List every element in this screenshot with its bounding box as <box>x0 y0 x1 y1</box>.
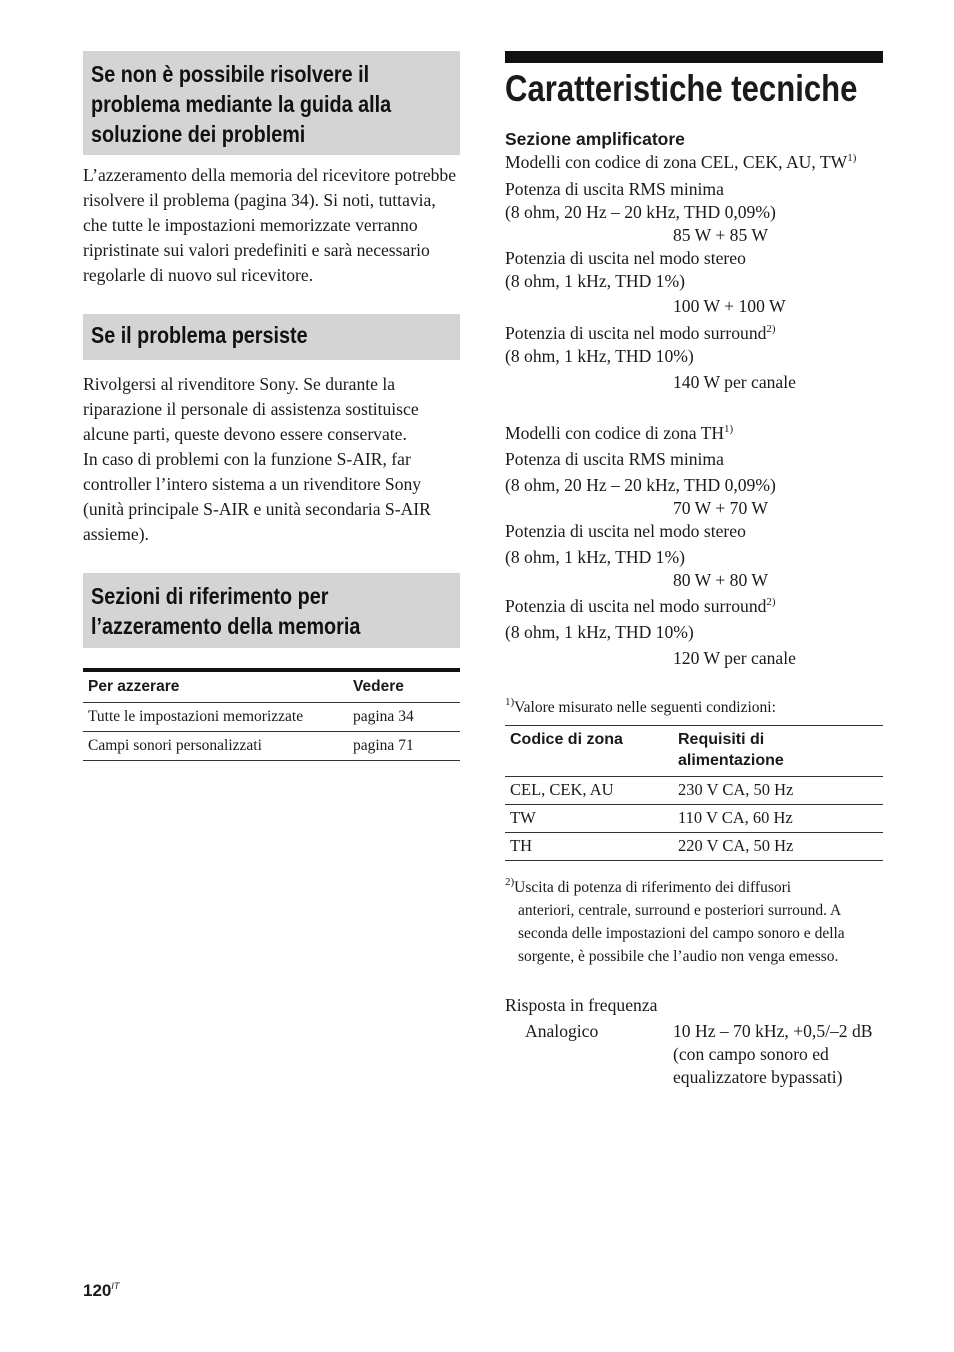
spec-label: Potenza di uscita RMS minima <box>505 179 724 199</box>
table-cell: Tutte le impostazioni memorizzate <box>83 703 348 732</box>
spec-value: 10 Hz – 70 kHz, +0,5/–2 dB (con campo sonoro ed equalizzatore bypassati) <box>673 1021 873 1087</box>
footnote-mark: 1) <box>505 696 515 708</box>
table-cell: TW <box>505 805 673 833</box>
section-heading-problem-persists <box>83 314 460 360</box>
table-row <box>505 805 883 833</box>
spec-condition: (8 ohm, 1 kHz, THD 10%) <box>505 346 694 366</box>
spec-value: 120 W per canale <box>673 648 796 668</box>
spec-label: Potenzia di uscita nel modo surround$^{2)}$ <box>505 323 776 343</box>
table-cell: 230 V CA, 50 Hz <box>673 777 883 805</box>
section-heading-reset-memory <box>83 51 460 155</box>
table-cell: 220 V CA, 50 Hz <box>673 833 883 861</box>
spec-condition: (8 ohm, 1 kHz, THD 1%) <box>505 547 685 567</box>
spec-condition: (8 ohm, 20 Hz – 20 kHz, THD 0,09%) <box>505 475 776 495</box>
spec-sub-label: Analogico <box>525 1021 599 1041</box>
spec-label: Risposta in frequenza <box>505 995 658 1015</box>
title-rule <box>505 51 883 63</box>
spec-condition: (8 ohm, 20 Hz – 20 kHz, THD 0,09%) <box>505 202 776 222</box>
footnote-ref: 2) <box>766 323 776 335</box>
table-cell: TH <box>505 833 673 861</box>
spec-group-th <box>505 422 883 670</box>
spec-value: 70 W + 70 W <box>673 498 768 518</box>
column-header: Per azzerare <box>83 672 348 703</box>
heading-line: l’azzeramento della memoria <box>91 613 361 639</box>
table-cell: 110 V CA, 60 Hz <box>673 805 883 833</box>
footnote-ref: 1) <box>847 152 857 164</box>
spec-label: Potenzia di uscita nel modo stereo <box>505 248 746 268</box>
right-column <box>505 51 883 1089</box>
frequency-row <box>505 1020 883 1089</box>
table-header-row <box>83 672 460 703</box>
spec-condition: (8 ohm, 1 kHz, THD 1%) <box>505 271 685 291</box>
page-title: Caratteristiche tecniche <box>505 68 858 109</box>
heading-line: problema mediante la guida alla <box>91 91 392 117</box>
spec-label: Potenzia di uscita nel modo stereo <box>505 521 746 541</box>
heading-line: Se non è possibile risolvere il <box>91 61 370 87</box>
table-cell: pagina 34 <box>348 703 460 732</box>
heading-line: Sezioni di riferimento per <box>91 583 329 609</box>
table-cell: Campi sonori personalizzati <box>83 732 348 761</box>
amplifier-section-heading: Sezione amplificatore <box>505 129 685 149</box>
footnote-mark: 2) <box>505 876 515 888</box>
reset-reference-table <box>83 672 460 761</box>
footnote-2: $^{2)}$Uscita di potenza di riferimento dei diffusori anteriori, centrale, surround e posteriori surround. A seconda delle impostazioni del campo sonoro e della sorgente, è possibile che l’audio non venga emesso. <box>505 876 883 968</box>
table-cell: CEL, CEK, AU <box>505 777 673 805</box>
section-heading-reference-sections <box>83 573 460 648</box>
table-row <box>83 703 460 732</box>
page-number: $120^{IT}$ <box>83 1281 120 1300</box>
heading-line: soluzione dei problemi <box>91 121 306 147</box>
spec-value: 100 W + 100 W <box>673 296 786 316</box>
table-header-row <box>505 726 883 777</box>
zone-power-table <box>505 725 883 861</box>
spec-label: Potenzia di uscita nel modo surround$^{2)}$ <box>505 596 776 616</box>
left-column <box>83 51 460 761</box>
spec-value: 85 W + 85 W <box>673 225 768 245</box>
frequency-response <box>505 994 883 1089</box>
spec-value: 80 W + 80 W <box>673 570 768 590</box>
problem-persists-paragraph: Rivolgersi al rivenditore Sony. Se durante la riparazione il personale di assistenza sostituisce alcune parti, queste devono essere conservate. <box>83 374 419 444</box>
column-header: Vedere <box>348 672 460 703</box>
spec-models: Modelli con codice di zona CEL, CEK, AU, TW$^{1)}$ <box>505 152 857 172</box>
footnote-text: anteriori, centrale, surround e posteriori surround. A seconda delle impostazioni del campo sonoro e della sorgente, è possibile che l’audio non venga emesso. <box>518 902 845 965</box>
column-header: Codice di zona <box>505 726 673 777</box>
column-header: Requisiti di alimentazione <box>673 726 883 777</box>
page-suffix: IT <box>111 1281 120 1291</box>
footnote-ref: 2) <box>766 596 776 608</box>
footnote-ref: 1) <box>724 423 734 435</box>
spec-label: Potenza di uscita RMS minima <box>505 449 724 469</box>
spec-condition: (8 ohm, 1 kHz, THD 10%) <box>505 622 694 642</box>
spec-group-cel-cek-au-tw <box>505 151 883 394</box>
table-row <box>83 732 460 761</box>
table-row <box>505 777 883 805</box>
spec-value: 140 W per canale <box>673 372 796 392</box>
heading-line: Se il problema persiste <box>91 322 308 348</box>
reset-memory-paragraph: L’azzeramento della memoria del ricevitore potrebbe risolvere il problema (pagina 34). Si noti, tuttavia, che tutte le impostazioni memorizzate verranno ripristinate sui valori predefiniti e sarà necessario regolarle di nuovo sul ricevitore. <box>83 165 457 285</box>
footnote-1: $^{1)}$Valore misurato nelle seguenti condizioni: <box>505 696 776 716</box>
table-cell: pagina 71 <box>348 732 460 761</box>
s-air-paragraph: In caso di problemi con la funzione S-AIR, far controller l’intero sistema a un rivenditore Sony (unità principale S-AIR e unità secondaria S-AIR assieme). <box>83 449 431 544</box>
table-row <box>505 833 883 861</box>
spec-models: Modelli con codice di zona TH$^{1)}$ <box>505 423 734 443</box>
